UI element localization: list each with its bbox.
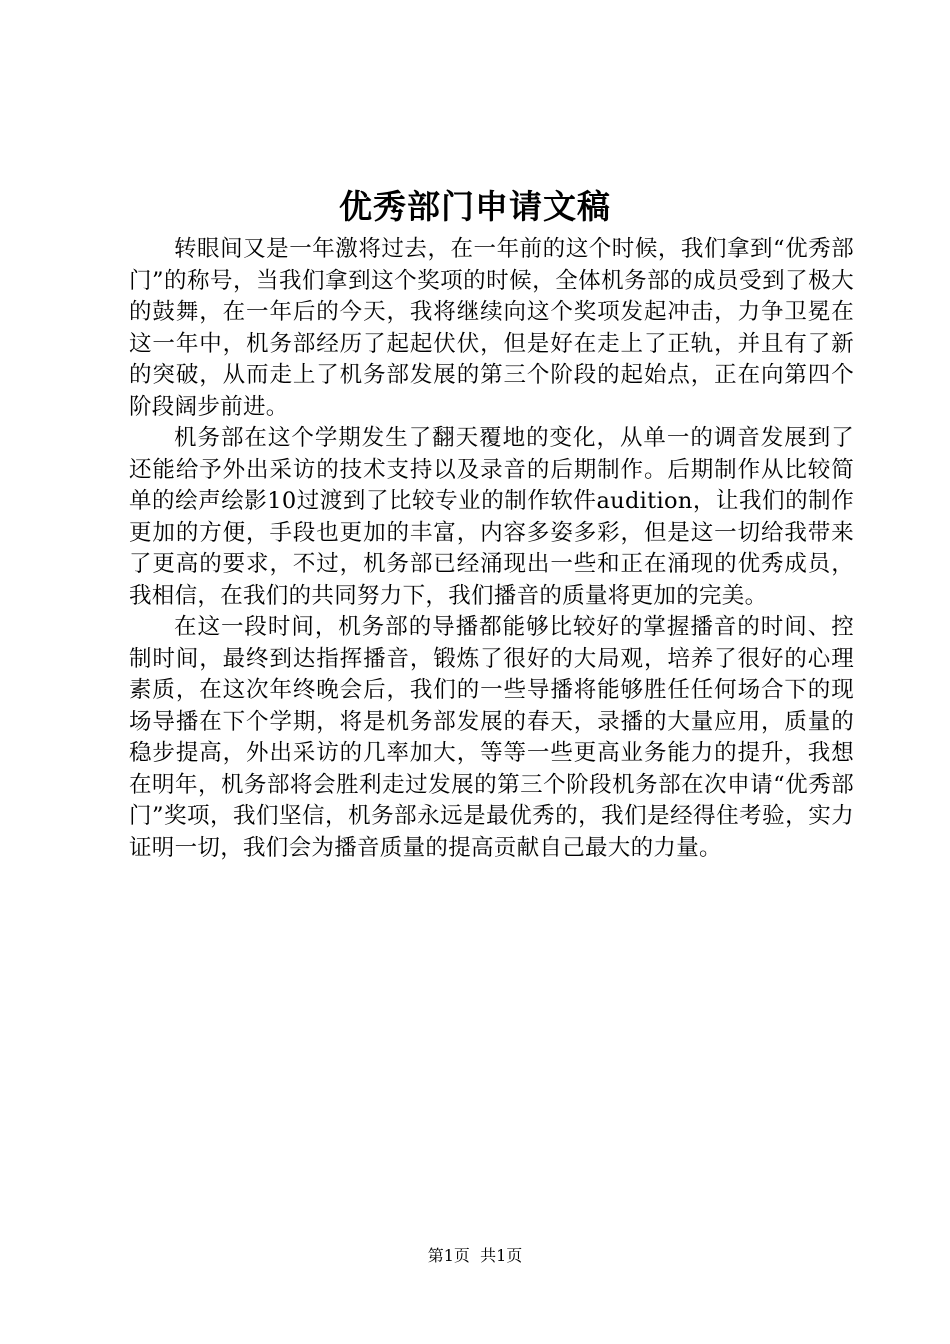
page-number: 第1页 [427,1246,470,1265]
document-title: 优秀部门申请文稿 [339,187,611,226]
page-total: 共1页 [480,1246,523,1265]
paragraph-1: 转眼间又是一年激将过去，在一年前的这个时候，我们拿到“优秀部门”的称号，当我们拿到这个奖项的时候，全体机务部的成员受到了极大的鼓舞，在一年后的今天，我将继续向这个奖项发起冲击，力争卫冕在这一年中，机务部经历了起起伏伏，但是好在走上了正轨，并且有了新的突破，从而走上了机务部发展的第三个阶段的起始点，正在向第四个阶段阔步前进。 [129,236,854,420]
document-body [129,234,854,864]
page-footer [0,1244,950,1268]
paragraph-2: 机务部在这个学期发生了翻天覆地的变化，从单一的调音发展到了还能给予外出采访的技术支持以及录音的后期制作。后期制作从比较简单的绘声绘影10过渡到了比较专业的制作软件audition，让我们的制作更加的方便，手段也更加的丰富，内容多姿多彩，但是这一切给我带来了更高的要求，不过，机务部已经涌现出一些和正在涌现的优秀成员，我相信，在我们的共同努力下，我们播音的质量将更加的完美。 [129,425,854,609]
paragraph-3: 在这一段时间，机务部的导播都能够比较好的掌握播音的时间、控制时间，最终到达指挥播音，锻炼了很好的大局观，培养了很好的心理素质，在这次年终晚会后，我们的一些导播将能够胜任任何场合下的现场导播在下个学期，将是机务部发展的春天，录播的大量应用，质量的稳步提高，外出采访的几率加大，等等一些更高业务能力的提升，我想在明年，机务部将会胜利走过发展的第三个阶段机务部在次申请“优秀部门”奖项，我们坚信，机务部永远是最优秀的，我们是经得住考验，实力证明一切，我们会为播音质量的提高贡献自己最大的力量。 [129,614,854,861]
